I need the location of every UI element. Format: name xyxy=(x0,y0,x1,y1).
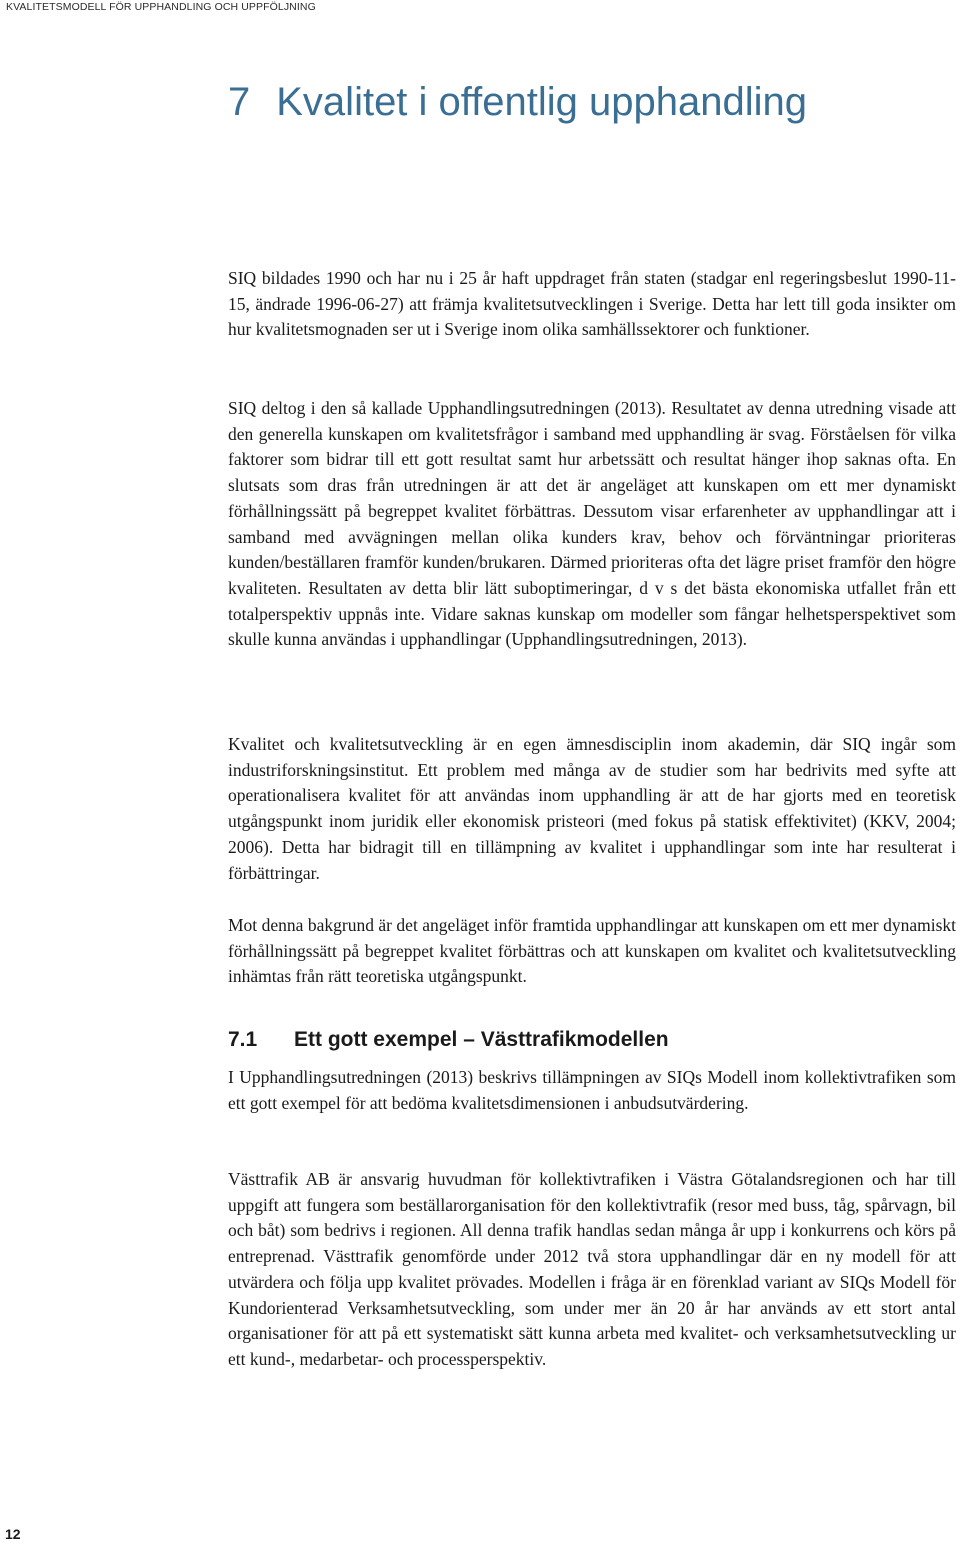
intro-paragraph-1 xyxy=(228,266,956,343)
chapter-title xyxy=(228,74,807,130)
page-number: 12 xyxy=(5,1526,21,1542)
intro-paragraph-4 xyxy=(228,913,956,990)
section-paragraph-2 xyxy=(228,1167,956,1373)
section-number: 7.1 xyxy=(228,1028,258,1051)
paragraph: SIQ bildades 1990 och har nu i 25 år haft uppdraget från staten (stadgar enl regeringsbeslut 1990-11-15, ändrade 1996-06-27) att främja kvalitetsutvecklingen i Sverige. Detta har lett till goda insikter om hur kvalitetsmognaden ser ut i Sverige inom olika samhällssektorer och funktioner. xyxy=(228,268,956,340)
paragraph: Västtrafik AB är ansvarig huvudman för kollektivtrafiken i Västra Götalandsregionen och har till uppgift att fungera som beställarorganisation för den kollektivtrafik (resor med buss, tåg, spårvagn, bil och båt) som bedrivs i regionen. All denna trafik handlas sedan många år upp i konkurrens och körs på entreprenad. Västtrafik genomförde under 2012 två stora upphandlingar där en ny modell för att utvärdera och följa upp kvalitet prövades. Modellen i fråga är en förenklad variant av SIQs Modell för Kundorienterad Verksamhetsutveckling, som under mer än 20 år har används av ett stort antal organisationer för att på ett systematiskt sätt kunna arbeta med kvalitet- och verksamhetsutveckling ur ett kund-, medarbetar- och processperspektiv. xyxy=(228,1169,956,1369)
intro-paragraph-3 xyxy=(228,732,956,886)
intro-paragraph-2 xyxy=(228,396,956,653)
section-title: Ett gott exempel – Västtrafikmodellen xyxy=(294,1028,669,1051)
paragraph: Kvalitet och kvalitetsutveckling är en egen ämnesdisciplin inom akademin, där SIQ ingår som industriforskningsinstitut. Ett problem med många av de studier som har bedrivits med syfte att operationalisera kvalitet för att användas inom upphandling är att de har gjorts med en teoretisk utgångspunkt inom juridik eller ekonomisk pristeori (med fokus på statisk effektivitet) (KKV, 2004; 2006). Detta har bidragit till en tillämpning av kvalitet i upphandlingar som inte har resulterat i förbättringar. xyxy=(228,734,956,883)
running-header: KVALITETSMODELL FÖR UPPHANDLING OCH UPPFÖLJNING xyxy=(6,1,316,13)
chapter-title-text: Kvalitet i offentlig upphandling xyxy=(276,80,808,124)
paragraph: I Upphandlingsutredningen (2013) beskrivs tillämpningen av SIQs Modell inom kollektivtrafiken som ett gott exempel för att bedöma kvalitetsdimensionen i anbudsutvärdering. xyxy=(228,1067,956,1113)
section-heading xyxy=(228,1025,669,1055)
chapter-number: 7 xyxy=(228,80,251,124)
paragraph: Mot denna bakgrund är det angeläget inför framtida upphandlingar att kunskapen om ett mer dynamiskt förhållningssätt på begreppet kvalitet förbättras och att kunskapen om kvalitet och kvalitetsutveckling inhämtas från rätt teoretiska utgångspunkt. xyxy=(228,915,956,987)
section-paragraph-1 xyxy=(228,1065,956,1116)
paragraph: SIQ deltog i den så kallade Upphandlingsutredningen (2013). Resultatet av denna utredning visade att den generella kunskapen om kvalitetsfrågor i samband med upphandling är svag. Förståelsen för vilka faktorer som bidrar till ett gott resultat samt hur arbetssätt och resultat hänger ihop saknas ofta. En slutsats som dras från utredningen är att det är angeläget att kunskapen om ett mer dynamiskt förhållningssätt på begreppet kvalitet förbättras. Dessutom visar erfarenheter av upphandlingar att i samband med avvägningen mellan olika kunders krav, behov och förväntningar prioriteras kunden/beställaren framför kunden/brukaren. Därmed prioriteras ofta det lägre priset framför den högre kvaliteten. Resultaten av detta blir lätt suboptimeringar, d v s det bästa ekonomiska utfallet från ett totalperspektiv uppnås inte. Vidare saknas kunskap om modeller som fångar helhetsperspektivet som skulle kunna användas i upphandlingar (Upphandlingsutredningen, 2013). xyxy=(228,398,956,650)
